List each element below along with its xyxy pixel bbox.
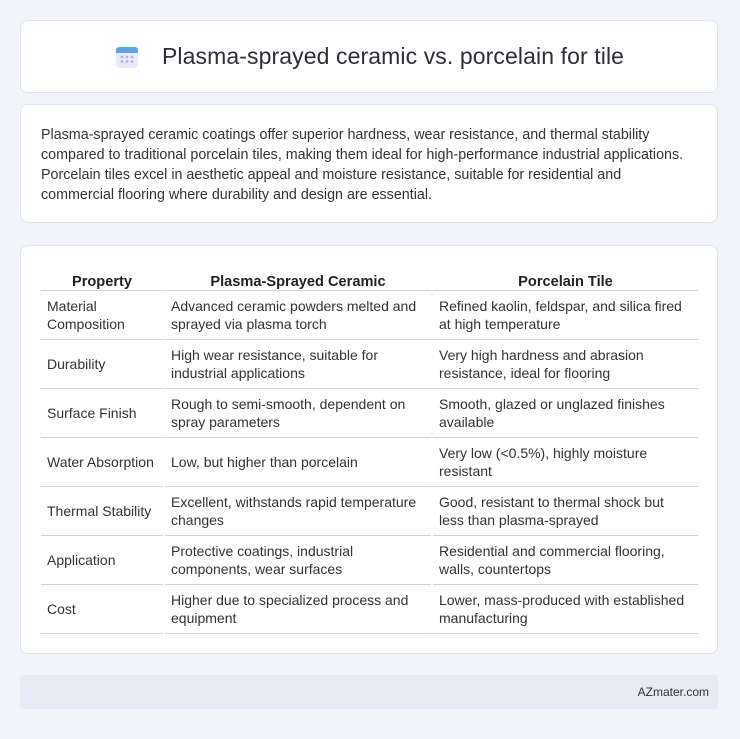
comparison-card xyxy=(20,245,718,654)
ceramic-cell: Low, but higher than porcelain xyxy=(164,438,432,487)
porcelain-cell: Refined kaolin, feldspar, and silica fired at high temperature xyxy=(432,291,698,340)
property-cell: Application xyxy=(41,536,164,585)
property-cell: Material Composition xyxy=(41,291,164,340)
table-row xyxy=(41,536,698,585)
calendar-icon xyxy=(114,44,140,70)
footer-bar xyxy=(20,675,718,709)
column-header-property: Property xyxy=(41,266,164,291)
ceramic-cell: High wear resistance, suitable for industrial applications xyxy=(164,340,432,389)
title-card xyxy=(20,20,718,93)
ceramic-cell: Protective coatings, industrial components, wear surfaces xyxy=(164,536,432,585)
porcelain-cell: Very low (<0.5%), highly moisture resistant xyxy=(432,438,698,487)
table-row xyxy=(41,340,698,389)
property-cell: Cost xyxy=(41,585,164,634)
table-row xyxy=(41,487,698,536)
porcelain-cell: Good, resistant to thermal shock but less than plasma-sprayed xyxy=(432,487,698,536)
table-row xyxy=(41,291,698,340)
footer-brand[interactable]: AZmater.com xyxy=(637,685,709,699)
table-row xyxy=(41,389,698,438)
porcelain-cell: Smooth, glazed or unglazed finishes available xyxy=(432,389,698,438)
comparison-table xyxy=(41,266,698,634)
property-cell: Water Absorption xyxy=(41,438,164,487)
ceramic-cell: Advanced ceramic powders melted and sprayed via plasma torch xyxy=(164,291,432,340)
ceramic-cell: Higher due to specialized process and equipment xyxy=(164,585,432,634)
porcelain-cell: Lower, mass-produced with established manufacturing xyxy=(432,585,698,634)
table-header-row xyxy=(41,266,698,291)
property-cell: Durability xyxy=(41,340,164,389)
property-cell: Thermal Stability xyxy=(41,487,164,536)
table-row xyxy=(41,585,698,634)
page-title: Plasma-sprayed ceramic vs. porcelain for tile xyxy=(161,43,625,69)
intro-card xyxy=(20,104,718,223)
table-row xyxy=(41,438,698,487)
column-header-plasma-sprayed-ceramic: Plasma-Sprayed Ceramic xyxy=(164,266,432,291)
porcelain-cell: Very high hardness and abrasion resistance, ideal for flooring xyxy=(432,340,698,389)
porcelain-cell: Residential and commercial flooring, walls, countertops xyxy=(432,536,698,585)
ceramic-cell: Rough to semi-smooth, dependent on spray parameters xyxy=(164,389,432,438)
intro-text: Plasma-sprayed ceramic coatings offer superior hardness, wear resistance, and thermal stability compared to traditional porcelain tiles, making them ideal for high-performance industrial applications. Porcelain tiles excel in aesthetic appeal and moisture resistance, suitable for residential and commercial flooring where durability and design are essential. xyxy=(41,127,684,203)
property-cell: Surface Finish xyxy=(41,389,164,438)
ceramic-cell: Excellent, withstands rapid temperature changes xyxy=(164,487,432,536)
column-header-porcelain-tile: Porcelain Tile xyxy=(432,266,698,291)
